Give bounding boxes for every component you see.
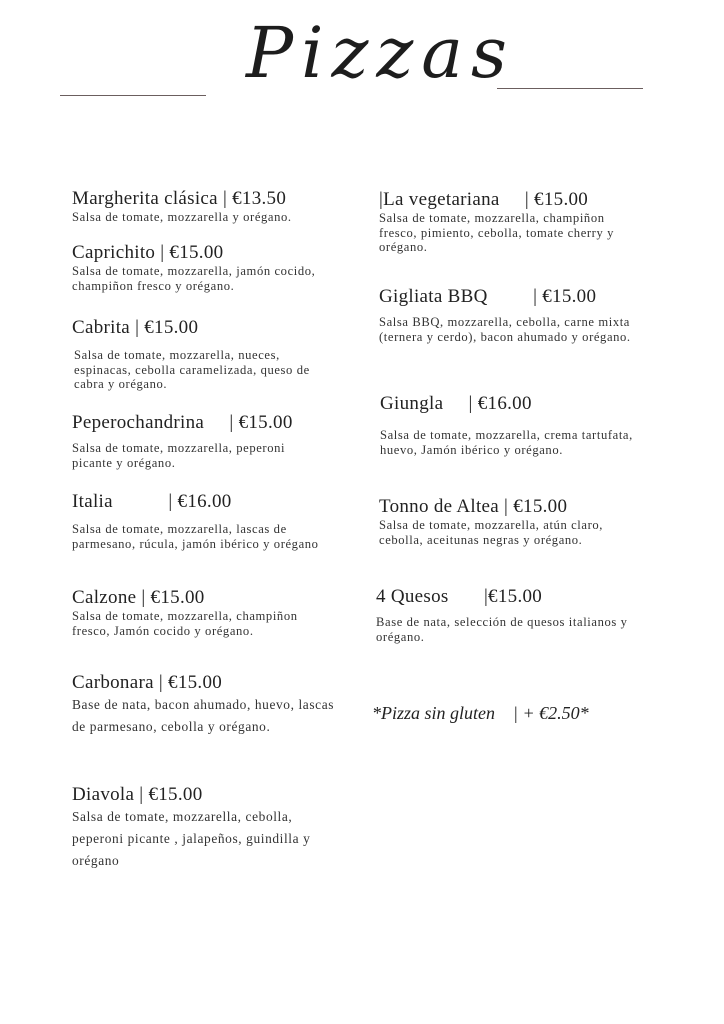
item-name: Caprichito | €15.00 (72, 242, 224, 263)
item-name: Diavola | €15.00 (72, 784, 203, 805)
item-description: Salsa de tomate, mozzarella y orégano. (72, 210, 292, 224)
item-name: 4 Quesos |€15.00 (376, 586, 543, 607)
item-description: Salsa de tomate, mozzarella, lascas de parmesano, rúcula, jamón ibérico y orégano (72, 522, 319, 551)
menu-item (72, 412, 322, 470)
menu-item (72, 242, 340, 293)
menu-item (72, 317, 332, 392)
menu-item (380, 393, 640, 457)
item-description: Salsa BBQ, mozzarella, cebolla, carne mixta (ternera y cerdo), bacon ahumado y orégano. (379, 315, 631, 344)
item-name: Cabrita | €15.00 (72, 317, 199, 338)
menu-item (72, 188, 342, 225)
right-divider (497, 88, 643, 89)
item-name: Italia | €16.00 (72, 491, 232, 512)
item-description: Base de nata, selección de quesos italianos y orégano. (376, 615, 628, 644)
item-description: Salsa de tomate, mozzarella, peperoni picante y orégano. (72, 441, 286, 470)
menu-item (379, 496, 639, 547)
item-name: Margherita clásica | €13.50 (72, 188, 287, 209)
item-description: Salsa de tomate, mozzarella, cebolla, peperoni picante , jalapeños, guindilla y orégano (72, 809, 311, 868)
menu-item (379, 189, 639, 255)
item-name: Giungla | €16.00 (380, 393, 532, 414)
left-divider (60, 95, 206, 96)
menu-item (72, 784, 337, 872)
menu-item (379, 286, 641, 344)
item-description: Salsa de tomate, mozzarella, jamón cocido, champiñon fresco y orégano. (72, 264, 316, 293)
item-name: |La vegetariana | €15.00 (379, 189, 589, 210)
menu-item (72, 587, 322, 638)
item-name: Calzone | €15.00 (72, 587, 205, 608)
menu-item (72, 491, 322, 551)
item-description: Base de nata, bacon ahumado, huevo, lascas de parmesano, cebolla y orégano. (72, 697, 335, 734)
menu-item (376, 586, 641, 644)
item-description: Salsa de tomate, mozzarella, crema tartufata, huevo, Jamón ibérico y orégano. (380, 428, 633, 457)
item-description: Salsa de tomate, mozzarella, champiñon fresco, pimiento, cebolla, tomate cherry y orégano. (379, 211, 615, 255)
item-description: Salsa de tomate, mozzarella, nueces, espinacas, cebolla caramelizada, queso de cabra y orégano. (74, 348, 310, 392)
menu-item (72, 672, 342, 738)
item-description: Salsa de tomate, mozzarella, champiñon fresco, Jamón cocido y orégano. (72, 609, 298, 638)
item-name: Tonno de Altea | €15.00 (379, 496, 568, 517)
item-name: Gigliata BBQ | €15.00 (379, 286, 597, 307)
page-title: Pizzas (246, 12, 515, 94)
item-name: Carbonara | €15.00 (72, 672, 223, 693)
gluten-free-note: *Pizza sin gluten | + €2.50* (372, 703, 589, 723)
item-description: Salsa de tomate, mozzarella, atún claro, cebolla, aceitunas negras y orégano. (379, 518, 604, 547)
item-name: Peperochandrina | €15.00 (72, 412, 293, 433)
